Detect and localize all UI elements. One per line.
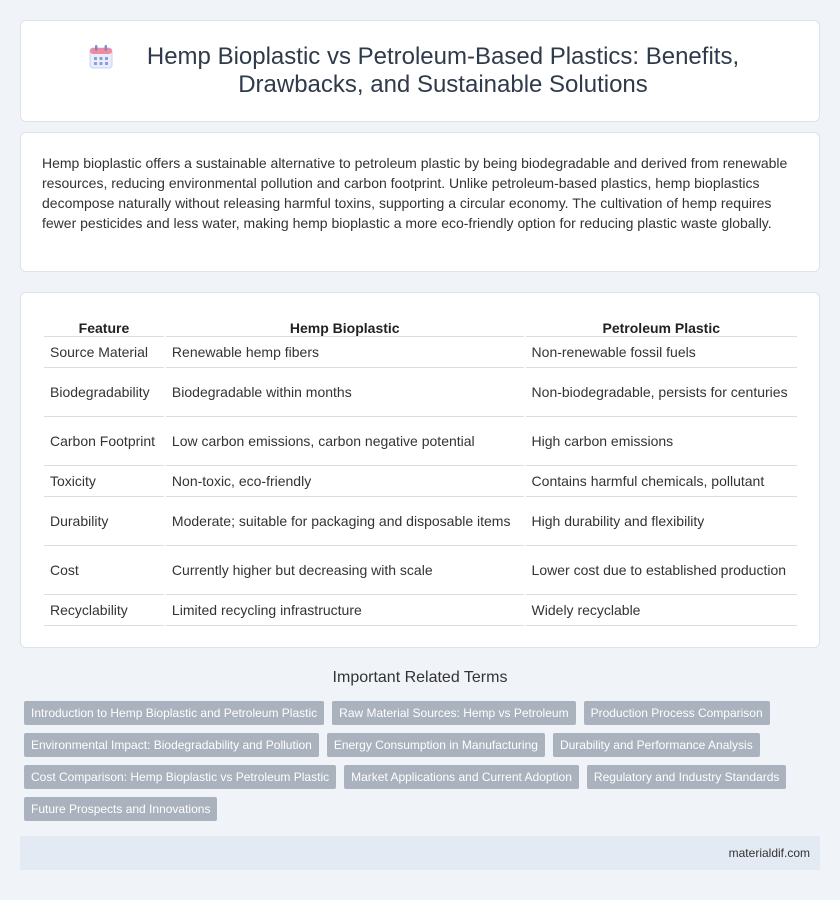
table-cell: Low carbon emissions, carbon negative potential <box>166 417 524 466</box>
related-term-tag[interactable]: Energy Consumption in Manufacturing <box>327 733 545 757</box>
table-row <box>44 595 797 626</box>
comparison-table <box>42 311 799 626</box>
table-row <box>44 466 797 497</box>
table-cell: Non-biodegradable, persists for centuries <box>526 368 797 417</box>
table-cell: Widely recyclable <box>526 595 797 626</box>
table-row <box>44 417 797 466</box>
header-card <box>20 20 820 122</box>
related-term-tag[interactable]: Introduction to Hemp Bioplastic and Petroleum Plastic <box>24 701 324 725</box>
page-title: Hemp Bioplastic vs Petroleum-Based Plastics: Benefits, Drawbacks, and Sustainable Solutions <box>146 43 740 98</box>
related-term-tag[interactable]: Cost Comparison: Hemp Bioplastic vs Petroleum Plastic <box>24 765 336 789</box>
calendar-icon <box>87 43 115 71</box>
table-cell: Carbon Footprint <box>44 417 164 466</box>
comparison-table-card <box>20 292 820 648</box>
related-term-tag[interactable]: Raw Material Sources: Hemp vs Petroleum <box>332 701 575 725</box>
table-cell: Contains harmful chemicals, pollutant <box>526 466 797 497</box>
table-row <box>44 497 797 546</box>
column-header-petroleum: Petroleum Plastic <box>526 311 797 337</box>
related-term-tag[interactable]: Market Applications and Current Adoption <box>344 765 579 789</box>
table-cell: Biodegradability <box>44 368 164 417</box>
table-cell: Renewable hemp fibers <box>166 337 524 368</box>
table-header-row <box>44 311 797 337</box>
table-cell: Source Material <box>44 337 164 368</box>
table-cell: High durability and flexibility <box>526 497 797 546</box>
table-cell: Moderate; suitable for packaging and disposable items <box>166 497 524 546</box>
table-cell: Limited recycling infrastructure <box>166 595 524 626</box>
table-cell: High carbon emissions <box>526 417 797 466</box>
table-cell: Currently higher but decreasing with scale <box>166 546 524 595</box>
table-cell: Durability <box>44 497 164 546</box>
table-row <box>44 368 797 417</box>
table-cell: Non-toxic, eco-friendly <box>166 466 524 497</box>
table-cell: Cost <box>44 546 164 595</box>
related-terms-list <box>24 701 824 821</box>
column-header-feature: Feature <box>44 311 164 337</box>
related-term-tag[interactable]: Production Process Comparison <box>584 701 770 725</box>
table-row <box>44 337 797 368</box>
footer <box>20 836 820 870</box>
intro-card <box>20 132 820 272</box>
intro-paragraph: Hemp bioplastic offers a sustainable alternative to petroleum plastic by being biodegradable and derived from renewable resources, reducing environmental pollution and carbon footprint. Unlike petroleum-based plastics, hemp bioplastics decompose naturally without releasing harmful toxins, supporting a circular economy. The cultivation of hemp requires fewer pesticides and less water, making hemp bioplastic a more eco-friendly option for reducing plastic waste globally. <box>42 155 788 231</box>
table-cell: Recyclability <box>44 595 164 626</box>
related-term-tag[interactable]: Regulatory and Industry Standards <box>587 765 786 789</box>
table-row <box>44 546 797 595</box>
related-term-tag[interactable]: Future Prospects and Innovations <box>24 797 217 821</box>
related-term-tag[interactable]: Durability and Performance Analysis <box>553 733 760 757</box>
table-cell: Non-renewable fossil fuels <box>526 337 797 368</box>
table-cell: Toxicity <box>44 466 164 497</box>
footer-site-link[interactable]: materialdif.com <box>728 846 810 860</box>
table-cell: Biodegradable within months <box>166 368 524 417</box>
related-terms-title: Important Related Terms <box>332 669 508 686</box>
table-cell: Lower cost due to established production <box>526 546 797 595</box>
related-term-tag[interactable]: Environmental Impact: Biodegradability and Pollution <box>24 733 319 757</box>
column-header-hemp: Hemp Bioplastic <box>166 311 524 337</box>
